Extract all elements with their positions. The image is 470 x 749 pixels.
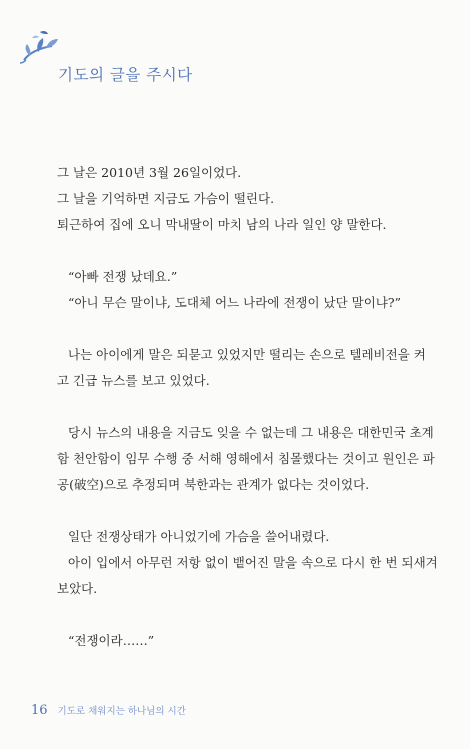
page-footer — [31, 703, 186, 718]
paragraph — [57, 160, 429, 238]
text-line: 함 천안함이 임무 수행 중 서해 영해에서 침몰했다는 것이고 원인은 파 — [57, 451, 435, 466]
dialogue-line: “아빠 전쟁 났데요.” — [68, 269, 178, 284]
paragraph — [57, 524, 438, 602]
paragraph — [57, 264, 429, 316]
text-line: 퇴근하여 집에 오니 막내딸이 마치 남의 나라 일인 양 말한다. — [57, 217, 387, 232]
dove-sprig-icon — [18, 26, 62, 66]
text-line: 보았다. — [57, 581, 98, 596]
text-line: 그 날을 기억하면 지금도 가슴이 떨린다. — [57, 191, 275, 206]
paragraph — [57, 342, 429, 394]
text-line: 일단 전쟁상태가 아니었기에 가슴을 쓸어내렸다. — [68, 529, 330, 544]
text-line: 고 긴급 뉴스를 보고 있었다. — [57, 373, 210, 388]
text-line: 그 날은 2010년 3월 26일이었다. — [57, 165, 242, 180]
body-text — [57, 160, 438, 654]
dialogue-line: “전쟁이라……” — [68, 633, 155, 648]
dialogue-line: “아니 무슨 말이냐, 도대체 어느 나라에 전쟁이 났단 말이냐?” — [68, 295, 401, 310]
text-line: 아이 입에서 아무런 저항 없이 뱉어진 말을 속으로 다시 한 번 되새겨 — [68, 555, 438, 570]
text-line: 공(破空)으로 추정되며 북한과는 관계가 없다는 것이었다. — [57, 477, 370, 492]
paragraph — [57, 628, 429, 654]
chapter-title: 기도의 글을 주시다 — [58, 66, 193, 84]
paragraph — [57, 420, 435, 498]
page-number: 16 — [31, 703, 48, 718]
text-line: 나는 아이에게 말은 되묻고 있었지만 떨리는 손으로 텔레비전을 켜 — [68, 347, 426, 362]
text-line: 당시 뉴스의 내용을 지금도 잊을 수 없는데 그 내용은 대한민국 초계 — [68, 425, 434, 440]
running-title: 기도로 채워지는 하나님의 시간 — [57, 706, 186, 717]
